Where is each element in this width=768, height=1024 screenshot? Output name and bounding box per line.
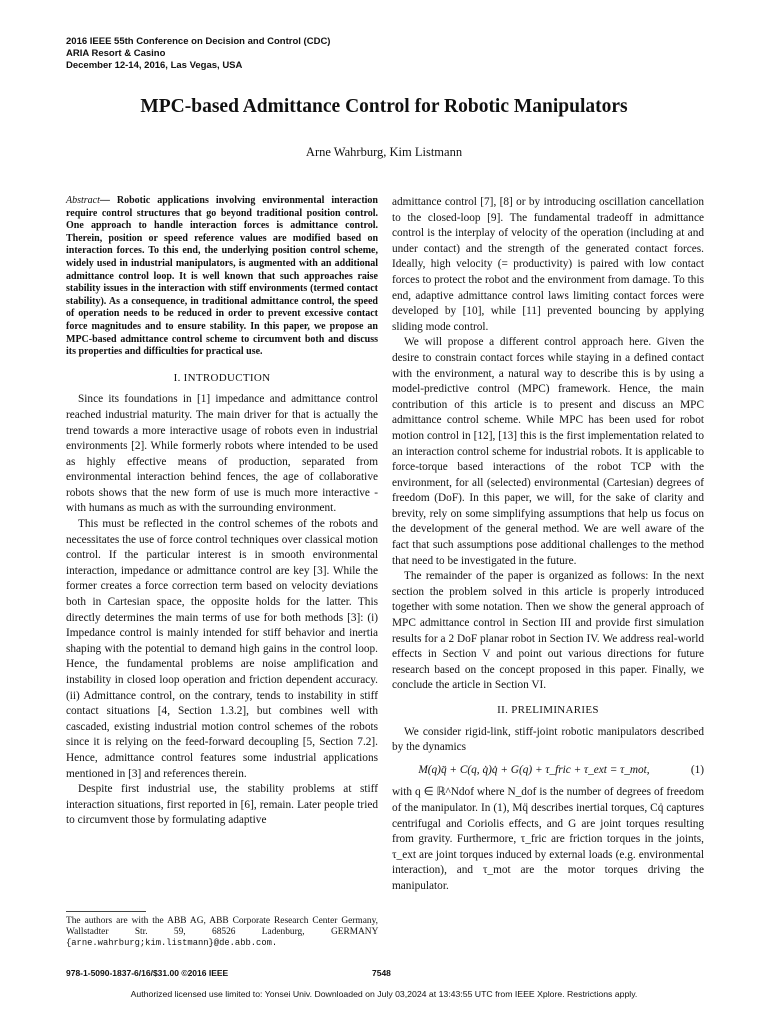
footnote: [66, 916, 378, 950]
conference-venue: ARIA Resort & Casino: [66, 48, 166, 59]
isbn-line: 978-1-5090-1837-6/16/$31.00 ©2016 IEEE: [66, 968, 229, 978]
authorized-use-notice: Authorized licensed use limited to: Yonsei Univ. Downloaded on July 03,2024 at 13:43:55 UTC from IEEE Xplore. Restrictions apply.: [130, 989, 638, 999]
conference-date: December 12-14, 2016, Las Vegas, USA: [66, 60, 243, 71]
conference-name: 2016 IEEE 55th Conference on Decision and Control (CDC): [66, 36, 331, 47]
abstract-label: Abstract: [66, 195, 100, 206]
paragraph: This must be reflected in the control schemes of the robots and necessitates the use of force control techniques over classical motion control. If the particular interest is in smooth environmental interaction, impedance or admittance control are key [3]. While the former creates a force correction term based on velocity deviations both in Cartesian space, the opposite holds for the latter. This directly determines the main terms of use for both methods [3]: (i) Impedance control is mainly intended for stiff behavior and inertia shaping with the potential to demand high gains in the control loop. Hence, the fundamental problems are noise amplification and instability in closed loop operation and friction dependent accuracy. (ii) Admittance control, on the contrary, tends to instability in stiff contact situations [4, Section 1.3.2], but combines well with cascaded, existing industrial motion control schemes of the robots since it is relying on the feed-forward decoupling [5, Section 7.2]. Hence, admittance control features some industrial applications mentioned in [3] and references therein.: [66, 518, 378, 780]
footnote-text: The authors are with the ABB AG, ABB Corporate Research Center Germany, Wallstadter Str. 59, 68526 Ladenburg, GERMANY: [66, 916, 378, 938]
footnote-rule: [66, 911, 146, 912]
page-number: 7548: [372, 968, 391, 978]
paper-authors: Arne Wahrburg, Kim Listmann: [305, 145, 463, 159]
equation-body: M(q)q̈ + C(q, q̇)q̇ + G(q) + τ_fric + τ_ext = τ_mot,: [418, 763, 650, 776]
paragraph: We consider rigid-link, stiff-joint robotic manipulators described by the dynamics: [392, 725, 704, 754]
right-column: [392, 195, 704, 895]
section-heading-preliminaries: II. PRELIMINARIES: [497, 704, 599, 716]
paragraph: admittance control [7], [8] or by introducing oscillation cancellation to the closed-loop [9]. The fundamental tradeoff in admittance control is the interplay of velocity of the operation (including at and under contact) and the strength of the generated contact forces. Ideally, high velocity (= productivity) is paired with low contact forces to protect the robot and the environment from damage. To this end, adaptive admittance control laws limiting contact forces were developed by [10], while [11] prevented bouncing by applying sliding mode control.: [392, 196, 704, 333]
left-column: [66, 195, 378, 829]
equation: [392, 763, 704, 779]
paragraph: Despite first industrial use, the stability problems at stiff interaction situations, first reported in [6], remain. Later people tried to circumvent those by formulating adaptive: [66, 783, 378, 827]
abstract: [66, 195, 378, 359]
footnote-emails: {arne.wahrburg;kim.listmann}@de.abb.com.: [66, 938, 278, 949]
conference-header: [66, 36, 330, 72]
paragraph: The remainder of the paper is organized as follows: In the next section the problem solved in this article is properly introduced together with some notation. Then we show the general approach of MPC admittance control in Section III and provide first simulation results for a 2 DoF planar robot in Section IV. We address real-world effects in Section V and point out various directions for future research based on the concept proposed in this paper. Finally, we conclude the article in Section VI.: [392, 570, 704, 692]
equation-number: (1): [690, 763, 704, 776]
paper-title: MPC-based Admittance Control for Robotic Manipulators: [140, 96, 628, 117]
paragraph: We will propose a different control approach here. Given the desire to constrain contact forces while staying in a defined contact with the environment, a natural way to describe this is by using a model-predictive control (MPC) framework. Hence, the main contribution of this article is to present and discuss an MPC admittance control scheme. While MPC has been used for robot motion control in [12], [13] this is the first implementation related to an interaction control scheme for industrial robots. It is applicable to force-torque based interactions of the robot TCP with the environment, for all (selected) environmental (Cartesian) degrees of freedom (DoF). In this paper, we will, for the sake of clarity and brevity, rely on some simplifying assumptions that help us focus on the development of the general method. We are well aware of the fact that such assumptions pose additional challenges to the method that need to be investigated in the future.: [392, 336, 704, 567]
section-heading-introduction: I. INTRODUCTION: [173, 371, 271, 384]
paragraph: with q ∈ ℝ^Ndof where N_dof is the number of degrees of freedom of the manipulator. In (1), Mq̈ describes inertial torques, Cq̇ captures centrifugal and Coriolis effects, and G are joint torques resulting from gravity. Furthermore, τ_fric are friction torques in the joints, τ_ext are joint torques induced by external loads (e.g. environmental interaction), and τ_mot are the motor torques driving the manipulator.: [392, 786, 704, 892]
abstract-text: — Robotic applications involving environmental interaction require control structures that go beyond traditional position control. One approach to handle interaction forces is admittance control. Therein, position or speed reference values are modified based on interaction forces. To this end, the underlying position control scheme, widely used in industrial manipulators, is augmented with an additional admittance control loop. It is well known that such approaches raise stability issues in the interaction with stiff environments (termed contact stability). As a consequence, in traditional admittance control, the speed of operation needs to be reduced in order to prevent excessive contact force magnitudes and to ensure stability. In this paper, we propose an MPC-based admittance control scheme to circumvent both and discuss its properties and difficulties for practical use.: [66, 195, 378, 358]
paragraph: Since its foundations in [1] impedance and admittance control reached industrial maturity. The main driver for that is actually the trend towards a more interactive usage of robots even in industrial environments [2]. While formerly robots where intended to be used as highly effective means of production, separated from environmental interaction behind fences, the age of collaborative robots shows that the new form of use is much more interactive - with humans as much as with the surrounding environment.: [66, 393, 378, 515]
